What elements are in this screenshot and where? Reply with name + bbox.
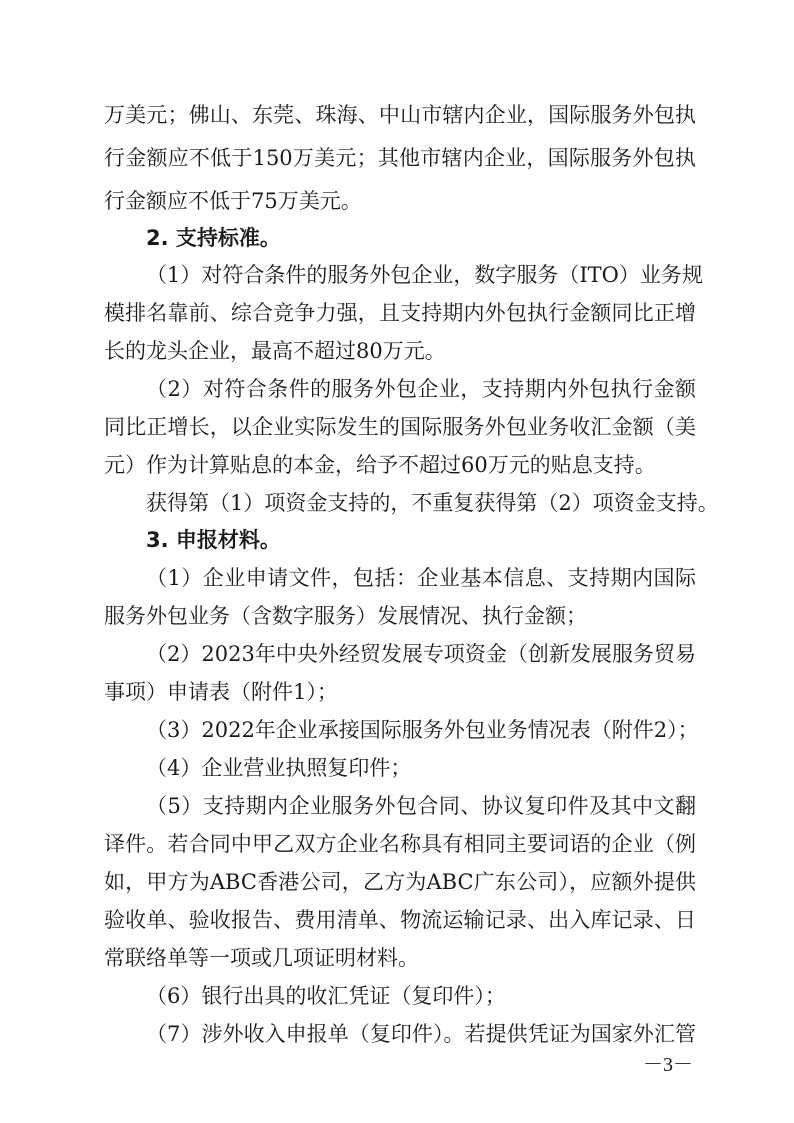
text-line: （6）银行出具的收汇凭证（复印件）；: [146, 984, 506, 1008]
text-line: （1）企业申请文件，包括：企业基本信息、支持期内国际: [146, 566, 696, 590]
text-line: 获得第（1）项资金支持的，不重复获得第（2）项资金支持。: [146, 491, 719, 515]
text-line: 事项）申请表（附件1）；: [104, 680, 338, 704]
text-line: 万美元；佛山、东莞、珠海、中山市辖内企业，国际服务外包执: [104, 103, 696, 127]
text-line: 如，甲方为ABC香港公司，乙方为ABC广东公司），应额外提供: [104, 870, 696, 894]
text-line: 长的龙头企业，最高不超过80万元。: [104, 339, 446, 363]
text-line: （2）2023年中央外经贸发展专项资金（创新发展服务贸易: [146, 642, 696, 666]
text-line: （7）涉外收入申报单（复印件）。若提供凭证为国家外汇管: [146, 1022, 696, 1046]
text-line: 验收单、验收报告、费用清单、物流运输记录、出入库记录、日: [104, 908, 696, 932]
text-line: 常联络单等一项或几项证明材料。: [104, 946, 419, 970]
page-number: －3－: [643, 1054, 693, 1076]
text-line: （3）2022年企业承接国际服务外包业务情况表（附件2）；: [146, 718, 699, 742]
section-heading: 3. 申报材料。: [146, 528, 281, 552]
text-line: 模排名靠前、综合竞争力强，且支持期内外包执行金额同比正增: [104, 301, 696, 325]
section-heading: 2. 支持标准。: [146, 226, 281, 250]
text-line: 元）作为计算贴息的本金，给予不超过60万元的贴息支持。: [104, 453, 656, 477]
text-line: 同比正增长，以企业实际发生的国际服务外包业务收汇金额（美: [104, 415, 696, 439]
text-line: （2）对符合条件的服务外包企业，支持期内外包执行金额: [146, 377, 696, 401]
text-line: （1）对符合条件的服务外包企业，数字服务（ITO）业务规: [146, 263, 703, 287]
text-line: （4）企业营业执照复印件；: [146, 756, 412, 780]
text-line: （5）支持期内企业服务外包合同、协议复印件及其中文翻: [146, 794, 696, 818]
text-line: 行金额应不低于150万美元；其他市辖内企业，国际服务外包执: [104, 146, 696, 170]
text-line: 行金额应不低于75万美元。: [104, 189, 362, 213]
text-line: 服务外包业务（含数字服务）发展情况、执行金额；: [104, 604, 587, 628]
text-line: 译件。若合同中甲乙双方企业名称具有相同主要词语的企业（例: [104, 832, 696, 856]
